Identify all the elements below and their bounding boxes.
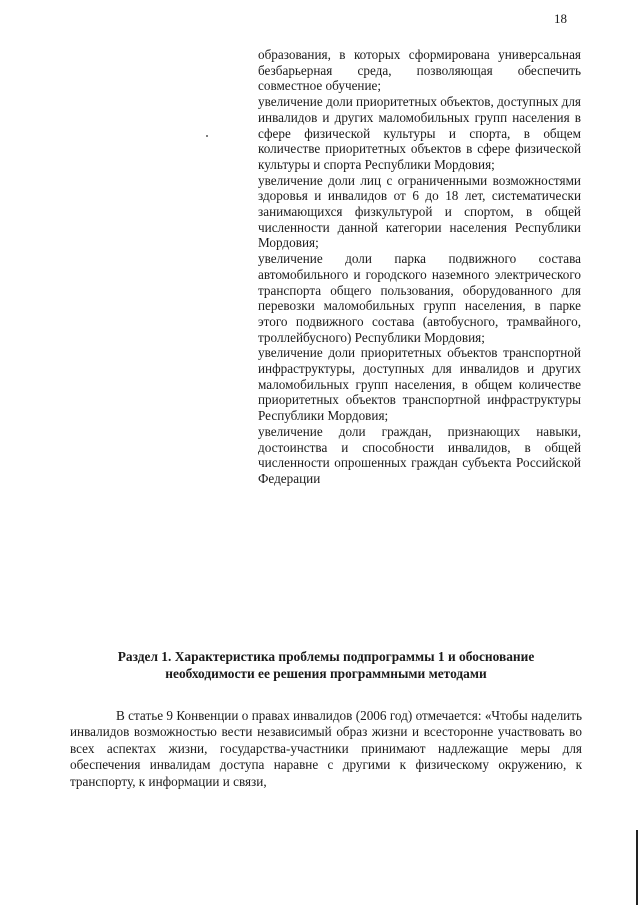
section-heading-line-1: Раздел 1. Характеристика проблемы подпрограммы 1 и обоснование (117, 649, 535, 664)
indicator-paragraph: увеличение доли граждан, признающих навыки, достоинства и способности инвалидов, в общей численности опрошенных граждан субъекта Российской Федерации (258, 423, 581, 486)
indicator-paragraph: увеличение доли парка подвижного состава автомобильного и городского наземного электрического транспорта общего пользования, оборудованного для перевозки маломобильных групп населения, в парке этого подвижного состава (автобусного, трамвайного, троллейбусного) Республики Мордовия; (258, 251, 581, 345)
page-number: 18 (554, 11, 567, 26)
indicator-paragraph: образования, в которых сформирована универсальная безбарьерная среда, позволяющая обеспечить совместное обучение; (258, 47, 581, 94)
section-heading-line-2: необходимости ее решения программными методами (165, 665, 487, 681)
indicator-paragraph: увеличение доли приоритетных объектов, доступных для инвалидов и других маломобильных групп населения в сфере физической культуры и спорта, в общем количестве приоритетных объектов в сфере физической культуры и спорта Республики Мордовия; (258, 94, 581, 172)
section-heading (70, 649, 582, 682)
section-body-text: В статье 9 Конвенции о правах инвалидов (2006 год) отмечается: «Чтобы наделить инвалидов возможностью вести независимый образ жизни и всесторонне участвовать во всех аспектах жизни, государства-участники принимают надлежащие меры для обеспечения инвалидам доступа наравне с другими к физическому окружению, к транспорту, к информации и связи, (70, 708, 582, 789)
indicator-list (258, 47, 581, 487)
scan-artifact-dot (206, 135, 208, 137)
indicator-paragraph: увеличение доли лиц с ограниченными возможностями здоровья и инвалидов от 6 до 18 лет, систематически занимающихся физкультурой и спортом, в общей численности данной категории населения Республики Мордовия; (258, 172, 581, 251)
indicator-paragraph: увеличение доли приоритетных объектов транспортной инфраструктуры, доступных для инвалидов и других маломобильных групп населения, в общем количестве приоритетных объектов транспортной инфраструктуры Республики Мордовия; (258, 345, 581, 424)
scan-edge-line (636, 830, 638, 905)
